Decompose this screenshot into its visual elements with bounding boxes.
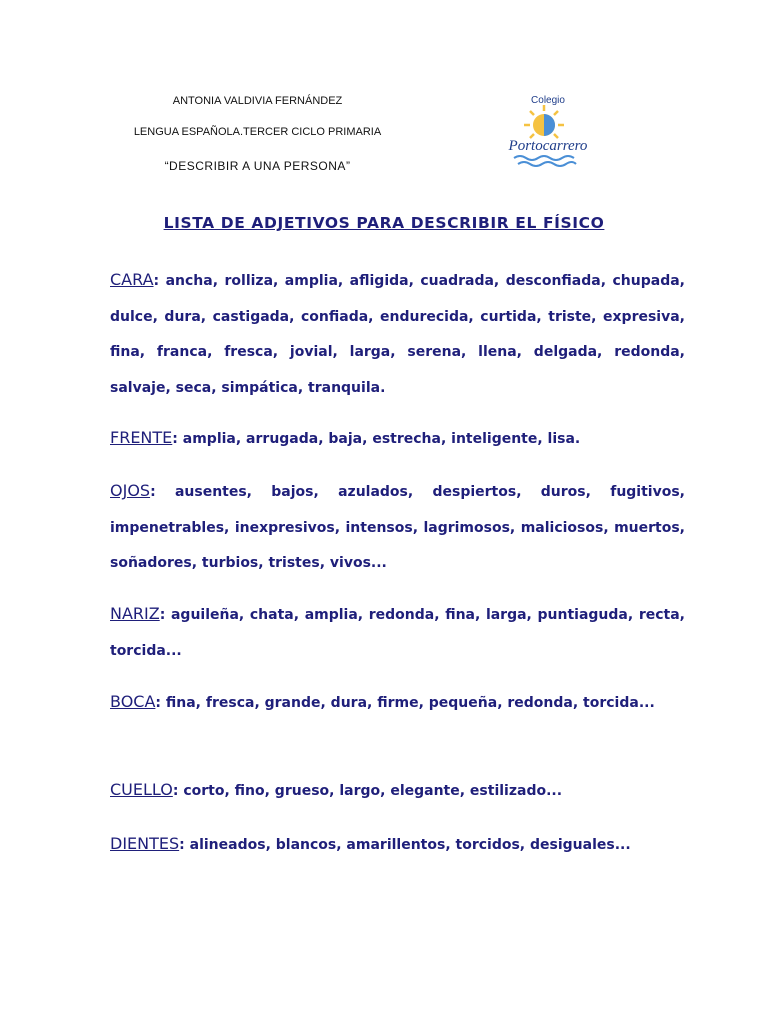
- section-label: DIENTES: [110, 834, 180, 853]
- subject-line: LENGUA ESPAÑOLA.TERCER CICLO PRIMARIA: [133, 126, 382, 138]
- section-ojos: OJOS: ausentes, bajos, azulados, despiertos, duros, fugitivos, impenetrables, inexpresivos, intensos, lagrimosos, maliciosos, muertos, soñadores, turbios, tristes, vivos...: [110, 481, 685, 571]
- section-text: ausentes, bajos, azulados, despiertos, duros, fugitivos, impenetrables, inexpresivos, intensos, lagrimosos, maliciosos, muertos, soñadores, turbios, tristes, vivos...: [110, 484, 685, 571]
- section-cuello: CUELLO: corto, fino, grueso, largo, elegante, estilizado...: [110, 780, 563, 799]
- section-cara: CARA: ancha, rolliza, amplia, afligida, cuadrada, desconfiada, chupada, dulce, dura, castigada, confiada, endurecida, curtida, triste, expresiva, fina, franca, fresca, jovial, larga, serena, llena, delgada, redonda, salvaje, seca, simpática, tranquila.: [110, 270, 685, 396]
- section-label: CARA: [110, 270, 154, 289]
- section-label: BOCA: [110, 692, 156, 711]
- logo-small-text: Colegio: [531, 95, 565, 106]
- page-title: LISTA DE ADJETIVOS PARA DESCRIBIR EL FÍSICO: [163, 214, 605, 232]
- section-boca: BOCA: fina, fresca, grande, dura, firme, pequeña, redonda, torcida...: [110, 692, 655, 711]
- sun-logo-icon: [500, 92, 600, 170]
- section-label: CUELLO: [110, 780, 173, 799]
- section-text: amplia, arrugada, baja, estrecha, inteligente, lisa.: [182, 431, 581, 447]
- section-nariz: NARIZ: aguileña, chata, amplia, redonda, fina, larga, puntiaguda, recta, torcida...: [110, 604, 685, 659]
- school-logo: [500, 92, 600, 170]
- logo-name-text: Portocarrero: [508, 138, 588, 154]
- section-text: ancha, rolliza, amplia, afligida, cuadrada, desconfiada, chupada, dulce, dura, castigada, confiada, endurecida, curtida, triste, expresiva, fina, franca, fresca, jovial, larga, serena, llena, delgada, redonda, salvaje, seca, simpática, tranquila.: [110, 273, 685, 396]
- section-label: NARIZ: [110, 604, 160, 623]
- section-label: FRENTE: [110, 428, 173, 447]
- topic-line: “DESCRIBIR A UNA PERSONA”: [164, 159, 351, 173]
- section-text: corto, fino, grueso, largo, elegante, estilizado...: [183, 783, 563, 799]
- section-frente: FRENTE: amplia, arrugada, baja, estrecha, inteligente, lisa.: [110, 428, 581, 447]
- section-text: alineados, blancos, amarillentos, torcidos, desiguales...: [189, 837, 631, 853]
- section-text: fina, fresca, grande, dura, firme, pequeña, redonda, torcida...: [165, 695, 655, 711]
- section-label: OJOS: [110, 481, 151, 500]
- section-dientes: DIENTES: alineados, blancos, amarillentos, torcidos, desiguales...: [110, 834, 631, 853]
- author-name: ANTONIA VALDIVIA FERNÁNDEZ: [172, 95, 343, 107]
- section-text: aguileña, chata, amplia, redonda, fina, larga, puntiaguda, recta, torcida...: [110, 607, 685, 659]
